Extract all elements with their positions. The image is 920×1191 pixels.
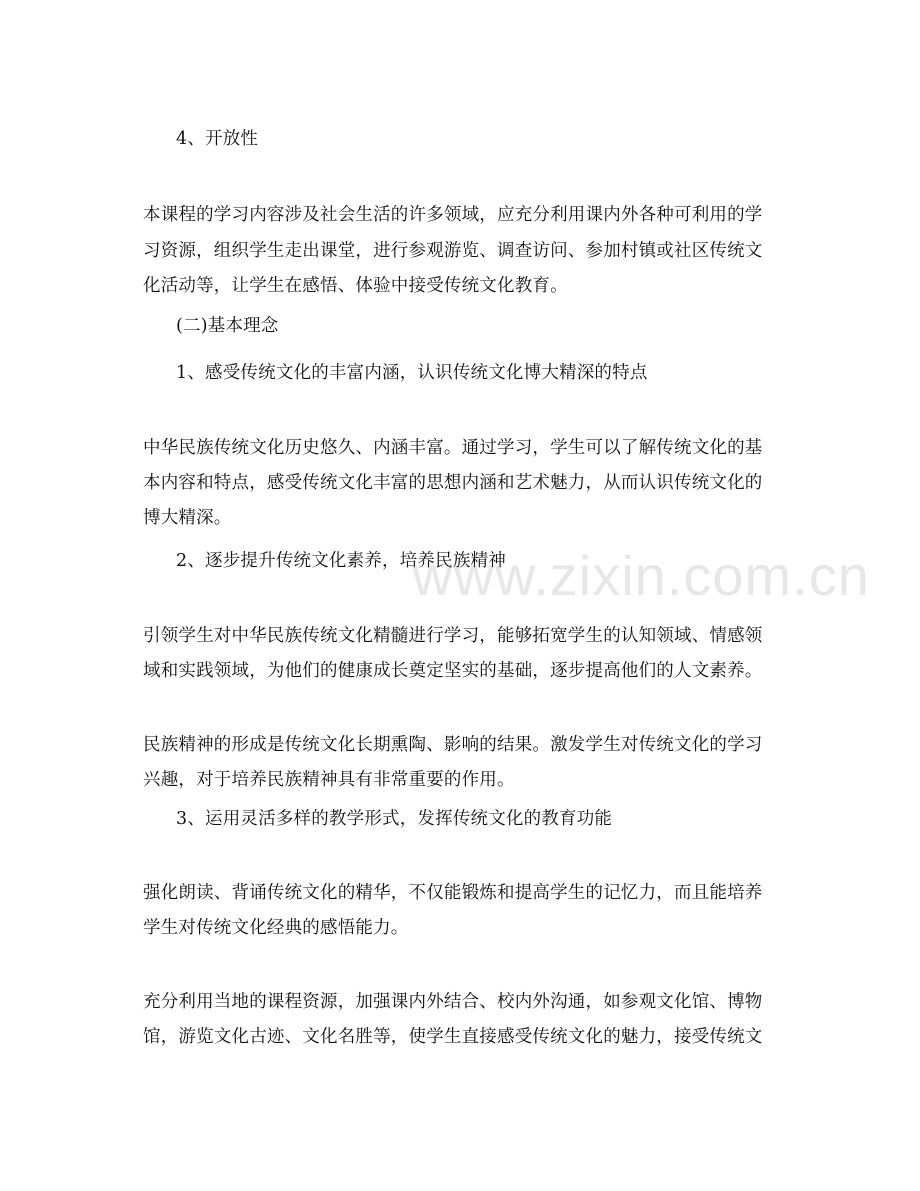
paragraph-line: 引领学生对中华民族传统文化精髓进行学习，能够拓宽学生的认知领域、情感领: [143, 626, 763, 646]
section-heading-basic-concepts: (二)基本理念: [176, 316, 279, 336]
paragraph-line: 化活动等，让学生在感悟、体验中接受传统文化教育。: [143, 276, 568, 296]
paragraph-line: 习资源，组织学生走出课堂，进行参观游览、调查访问、参加村镇或社区传统文: [143, 241, 763, 261]
paragraph-line: 馆，游览文化古迹、文化名胜等，使学生直接感受传统文化的魅力，接受传统文: [143, 1027, 763, 1047]
paragraph-line: 博大精深。: [143, 508, 232, 528]
heading-item-3: 3、运用灵活多样的教学形式，发挥传统文化的教育功能: [176, 809, 613, 829]
paragraph-line: 充分利用当地的课程资源，加强课内外结合、校内外沟通，如参观文化馆、博物: [143, 992, 763, 1012]
heading-openness: 4、开放性: [176, 129, 259, 149]
paragraph-line: 学生对传统文化经典的感悟能力。: [143, 918, 409, 938]
paragraph-line: 本课程的学习内容涉及社会生活的许多领域，应充分利用课内外各种可利用的学: [143, 205, 763, 225]
paragraph-line: 本内容和特点，感受传统文化丰富的思想内涵和艺术魅力，从而认识传统文化的: [143, 473, 763, 493]
watermark-text: www.zixin.com.cn: [412, 544, 870, 607]
paragraph-line: 民族精神的形成是传统文化长期熏陶、影响的结果。激发学生对传统文化的学习: [143, 735, 763, 755]
heading-item-1: 1、感受传统文化的丰富内涵，认识传统文化博大精深的特点: [176, 363, 648, 383]
paragraph-line: 兴趣，对于培养民族精神具有非常重要的作用。: [143, 770, 515, 790]
paragraph-line: 域和实践领域，为他们的健康成长奠定坚实的基础，逐步提高他们的人文素养。: [143, 661, 763, 681]
heading-item-2: 2、逐步提升传统文化素养，培养民族精神: [176, 551, 506, 571]
paragraph-line: 中华民族传统文化历史悠久、内涵丰富。通过学习，学生可以了解传统文化的基: [143, 438, 763, 458]
paragraph-line: 强化朗读、背诵传统文化的精华，不仅能锻炼和提高学生的记忆力，而且能培养: [143, 883, 763, 903]
